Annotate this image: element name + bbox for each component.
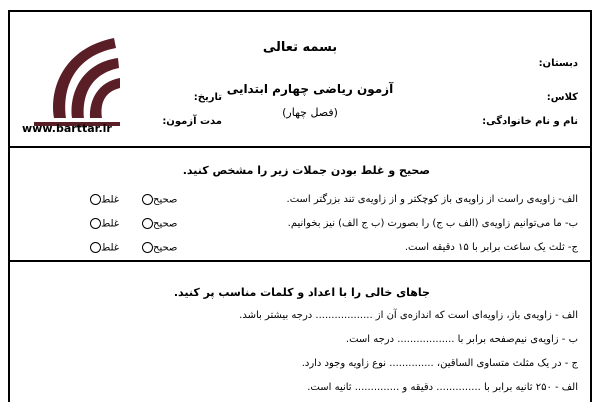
tf-true-option-3[interactable]: صحیح [140, 242, 177, 254]
fill-question-2: ب - زاویه‌ی نیم‌صفحه برابر با .................. درجه است. [345, 334, 578, 345]
radio-circle-icon[interactable] [142, 218, 153, 229]
chapter-subtitle: (فصل چهار) [282, 106, 338, 119]
radio-circle-icon[interactable] [142, 242, 153, 253]
barttar-logo [24, 18, 124, 138]
bismillah-title: بسمه تعالی [262, 40, 338, 55]
fill-question-3: ج - در یک مثلث متساوی الساقین، .............. نوع زاویه وجود دارد. [301, 358, 578, 369]
tf-false-option-3[interactable]: غلط [88, 242, 119, 254]
tf-question-1: الف- زاویه‌ی راست از زاویه‌ی باز کوچکتر و از زاویه‌ی تند بزرگتر است. [286, 194, 578, 205]
radio-circle-icon[interactable] [90, 218, 101, 229]
exam-header [10, 12, 590, 148]
radio-circle-icon[interactable] [90, 194, 101, 205]
true-false-heading: صحیح و غلط بودن جملات زیر را مشخص کنید. [182, 164, 430, 177]
fill-question-4: الف - ۲۵۰ ثانیه برابر با .............. دقیقه و .............. ثانیه است. [307, 382, 578, 393]
duration-field-label: مدت آزمون: [162, 116, 222, 127]
exam-title: آزمون ریاضی چهارم ابتدایی [226, 82, 394, 96]
exam-sheet [8, 10, 592, 402]
tf-false-option-1[interactable]: غلط [88, 194, 119, 206]
radio-circle-icon[interactable] [142, 194, 153, 205]
fill-blank-heading: جاهای خالی را با اعداد و کلمات مناسب پر کنید. [173, 286, 430, 299]
date-field-label: تاریخ: [193, 92, 222, 103]
tf-question-2: ب- ما می‌توانیم زاویه‌ی (الف ب ج) را بصورت (ب ج الف) نیز بخوانیم. [287, 218, 578, 229]
fill-question-1: الف - زاویه‌ی باز، زاویه‌ای است که اندازه‌ی آن از .................. درجه بیشتر باشد. [239, 310, 578, 321]
tf-question-3: ج- ثلث یک ساعت برابر با ۱۵ دقیقه است. [404, 242, 578, 253]
tf-true-option-1[interactable]: صحیح [140, 194, 177, 206]
tf-true-option-2[interactable]: صحیح [140, 218, 177, 230]
school-field-label: دبستان: [538, 58, 578, 69]
tf-false-option-2[interactable]: غلط [88, 218, 119, 230]
radio-circle-icon[interactable] [90, 242, 101, 253]
true-false-section [10, 146, 590, 262]
website-url: www.barttar.ir [22, 122, 112, 135]
fill-blank-section [10, 260, 590, 410]
class-field-label: کلاس: [546, 92, 578, 103]
name-field-label: نام و نام خانوادگی: [482, 116, 578, 127]
